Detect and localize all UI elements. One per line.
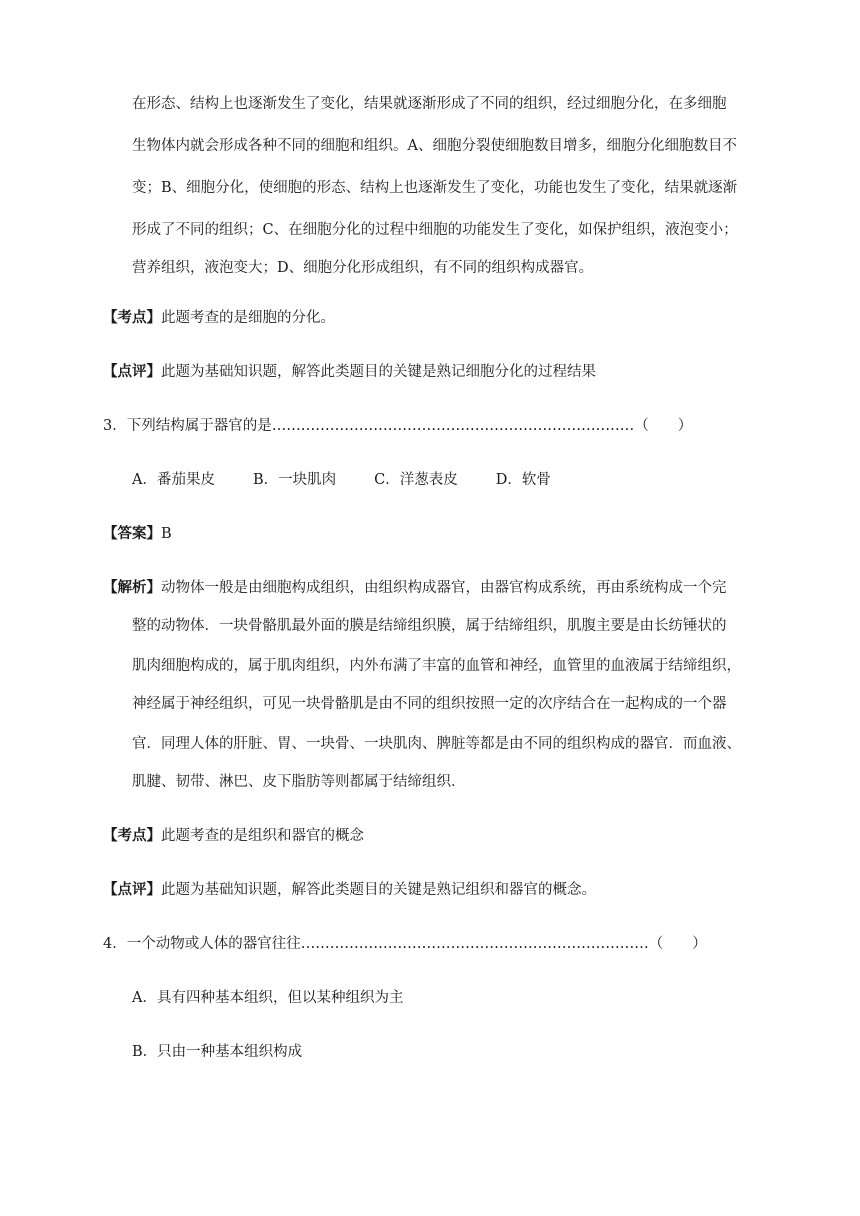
- explanation-line-3: 变；B、细胞分化，使细胞的形态、结构上也逐渐发生了变化，功能也发生了变化，结果就逐渐: [132, 180, 738, 196]
- q4-option-b: B．只由一种基本组织构成: [132, 1044, 303, 1060]
- explanation-line-4: 形成了不同的组织；C、在细胞分化的过程中细胞的功能发生了变化，如保护组织，液泡变小；: [132, 222, 738, 238]
- answer-value: B: [161, 526, 172, 542]
- kaodian-tag: 【考点】: [103, 309, 161, 326]
- dianping-tag: 【点评】: [103, 881, 161, 898]
- q4-option-a: A．具有四种基本组织，但以某种组织为主: [132, 990, 404, 1006]
- dianping-text: 此题为基础知识题，解答此类题目的关键是熟记组织和器官的概念。: [161, 882, 596, 898]
- q2-kaodian: [103, 306, 335, 327]
- q3-dianping: [103, 878, 596, 899]
- answer-tag: 【答案】: [103, 525, 161, 542]
- q4-stem: 4．一个动物或人体的器官往往………………………………………………………………（ ）: [103, 936, 707, 952]
- explanation-line-5: 营养组织，液泡变大；D、细胞分化形成组织，有不同的组织构成器官。: [132, 260, 594, 276]
- jiexi-tag: 【解析】: [103, 579, 161, 596]
- q3-kaodian: [103, 824, 364, 845]
- q3-jiexi-line-2: 整的动物体．一块骨骼肌最外面的膜是结缔组织膜，属于结缔组织，肌腹主要是由长纺锤状的: [132, 618, 727, 634]
- q3-option-b: B．一块肌肉: [252, 472, 337, 488]
- jiexi-text: 动物体一般是由细胞构成组织，由组织构成器官，由器官构成系统，再由系统构成一个完: [161, 580, 727, 596]
- kaodian-text: 此题考查的是细胞的分化。: [161, 310, 335, 326]
- explanation-line-1: 在形态、结构上也逐渐发生了变化，结果就逐渐形成了不同的组织，经过细胞分化，在多细胞: [132, 96, 727, 112]
- q3-options: [132, 468, 551, 489]
- dianping-text: 此题为基础知识题，解答此类题目的关键是熟记细胞分化的过程结果: [161, 364, 596, 380]
- q3-jiexi-line-4: 神经属于神经组织，可见一块骨骼肌是由不同的组织按照一定的次序结合在一起构成的一个器: [132, 696, 727, 712]
- kaodian-text: 此题考查的是组织和器官的概念: [161, 828, 364, 844]
- q3-option-a: A．番茄果皮: [132, 472, 215, 488]
- q3-stem: 3．下列结构属于器官的是…………………………………………………………………（ ）: [103, 418, 693, 434]
- q3-jiexi-line-5: 官．同理人体的肝脏、胃、一块骨、一块肌肉、脾脏等都是由不同的组织构成的器官．而血液、: [132, 736, 741, 752]
- q3-answer: [103, 522, 172, 543]
- explanation-line-2: 生物体内就会形成各种不同的细胞和组织。A、细胞分裂使细胞数目增多，细胞分化细胞数目不: [132, 138, 737, 154]
- dianping-tag: 【点评】: [103, 363, 161, 380]
- q3-option-d: D．软骨: [495, 472, 551, 488]
- q3-option-c: C．洋葱表皮: [374, 472, 458, 488]
- kaodian-tag: 【考点】: [103, 827, 161, 844]
- q3-jiexi-line-3: 肌肉细胞构成的，属于肌肉组织，内外布满了丰富的血管和神经，血管里的血液属于结缔组织，: [132, 658, 741, 674]
- q3-jiexi-line-6: 肌腱、韧带、淋巴、皮下脂肪等则都属于结缔组织．: [132, 774, 466, 790]
- q3-jiexi-line-1: [103, 576, 727, 597]
- q2-dianping: [103, 360, 596, 381]
